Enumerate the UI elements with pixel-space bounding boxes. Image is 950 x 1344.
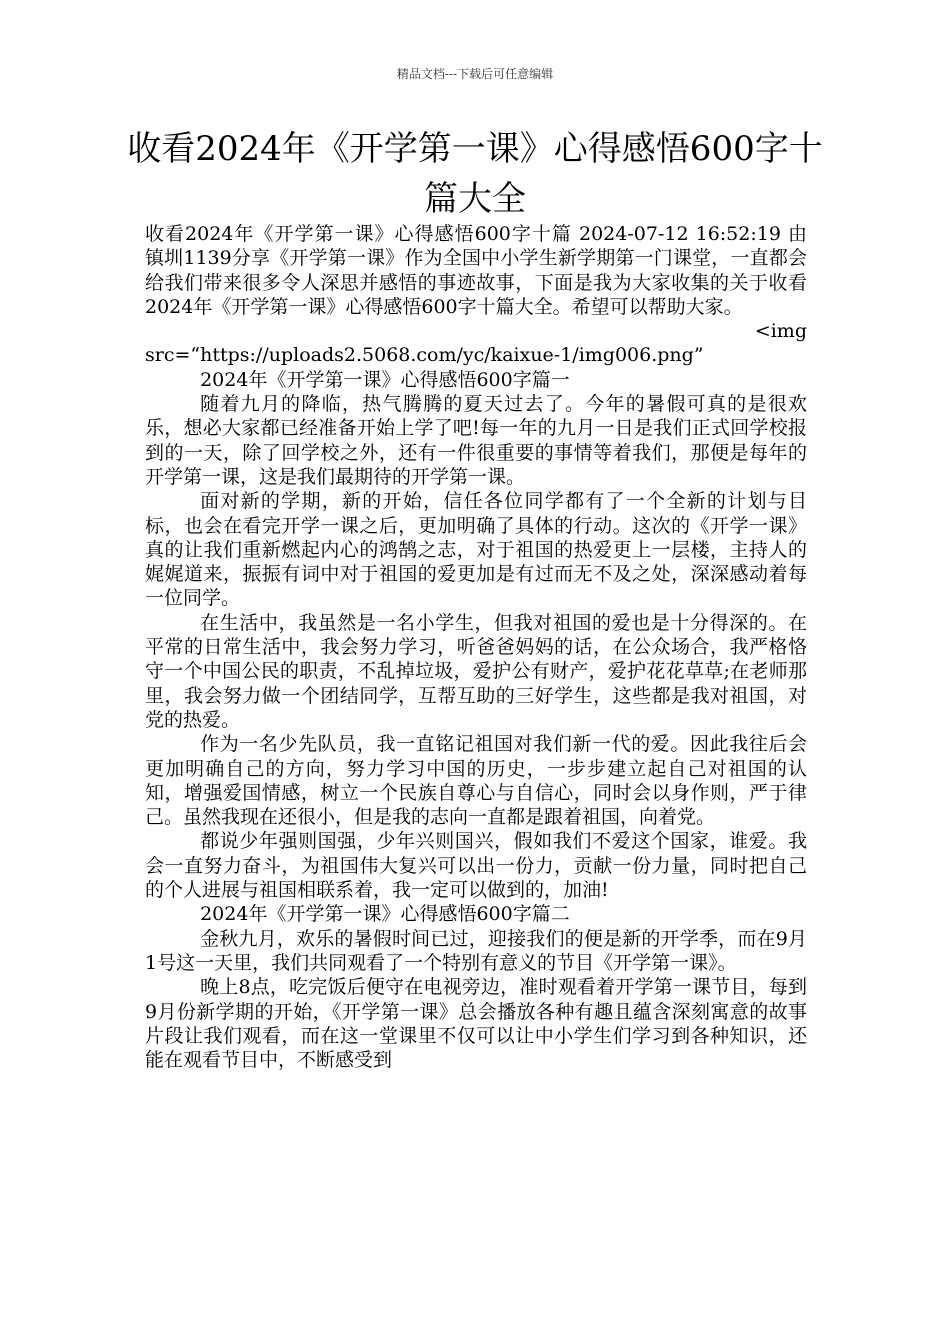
paragraph: 金秋九月，欢乐的暑假时间已过，迎接我们的便是新的开学季，而在9月1号这一天里，我们共同观看了一个特别有意义的节目《开学第一课》。 [145,927,807,974]
paragraph: 作为一名少先队员，我一直铭记祖国对我们新一代的爱。因此我往后会更加明确自己的方向，努力学习中国的历史，一步步建立起自己对祖国的认知，增强爱国情感，树立一个民族自尊心与自信心，同时会以身作则，严于律己。虽然我现在还很小，但是我的志向一直都是跟着祖国，向着党。 [145,733,807,829]
section-heading: 2024年《开学第一课》心得感悟600字篇一 [200,368,570,391]
paragraph: 晚上8点，吃完饭后便守在电视旁边，准时观看着开学第一课节目，每到9月份新学期的开始，《开学第一课》总会播放各种有趣且蕴含深刻寓意的故事片段让我们观看，而在这一堂课里不仅可以让中小学生们学习到各种知识，还能在观看节目中，不断感受到 [145,976,807,1072]
paragraph: 在生活中，我虽然是一名小学生，但我对祖国的爱也是十分得深的。在平常的日常生活中，我会努力学习，听爸爸妈妈的话，在公众场合，我严格恪守一个中国公民的职责，不乱掉垃圾，爱护公有财产，爱护花花草草;在老师那里，我会努力做一个团结同学，互帮互助的三好学生，这些都是我对祖国，对党的热爱。 [145,611,807,731]
img-tag-open: <img [754,320,807,343]
section-heading: 2024年《开学第一课》心得感悟600字篇二 [200,903,570,926]
document-body [145,222,807,1072]
page-header-note: 精品文档---下载后可任意编辑 [396,67,554,81]
intro-paragraph: 收看2024年《开学第一课》心得感悟600字十篇 2024-07-12 16:52:19 由 镇圳1139分享《开学第一课》作为全国中小学生新学期第一门课堂，一直都会给我们带来很多令人深思并感悟的事迹故事，下面是我为大家收集的关于收看2024年《开学第一课》心得感悟600字十篇大全。希望可以帮助大家。 [145,223,807,318]
paragraph: 随着九月的降临，热气腾腾的夏天过去了。今年的暑假可真的是很欢乐，想必大家都已经准备开始上学了吧!每一年的九月一日是我们正式回学校报到的一天，除了回学校之外，还有一件很重要的事情等着我们，那便是每年的开学第一课，这是我们最期待的开学第一课。 [145,393,807,488]
paragraph: 面对新的学期，新的开始，信任各位同学都有了一个全新的计划与目标，也会在看完开学一课之后，更加明确了具体的行动。这次的《开学一课》真的让我们重新燃起内心的鸿鹄之志，对于祖国的热爱更上一层楼，主持人的娓娓道来，振振有词中对于祖国的爱更加是有过而无不及之处，深深感动着每一位同学。 [145,490,807,610]
document-title: 收看2024年《开学第一课》心得感悟600字十篇大全 [127,129,823,219]
paragraph: 都说少年强则国强，少年兴则国兴，假如我们不爱这个国家，谁爱。我会一直努力奋斗，为祖国伟大复兴可以出一份力，贡献一份力量，同时把自己的个人进展与祖国相联系着，我一定可以做到的，加油! [145,830,807,902]
img-tag-src: src=“https://uploads2.5068.com/yc/kaixue-1/img006.png” [145,344,704,367]
